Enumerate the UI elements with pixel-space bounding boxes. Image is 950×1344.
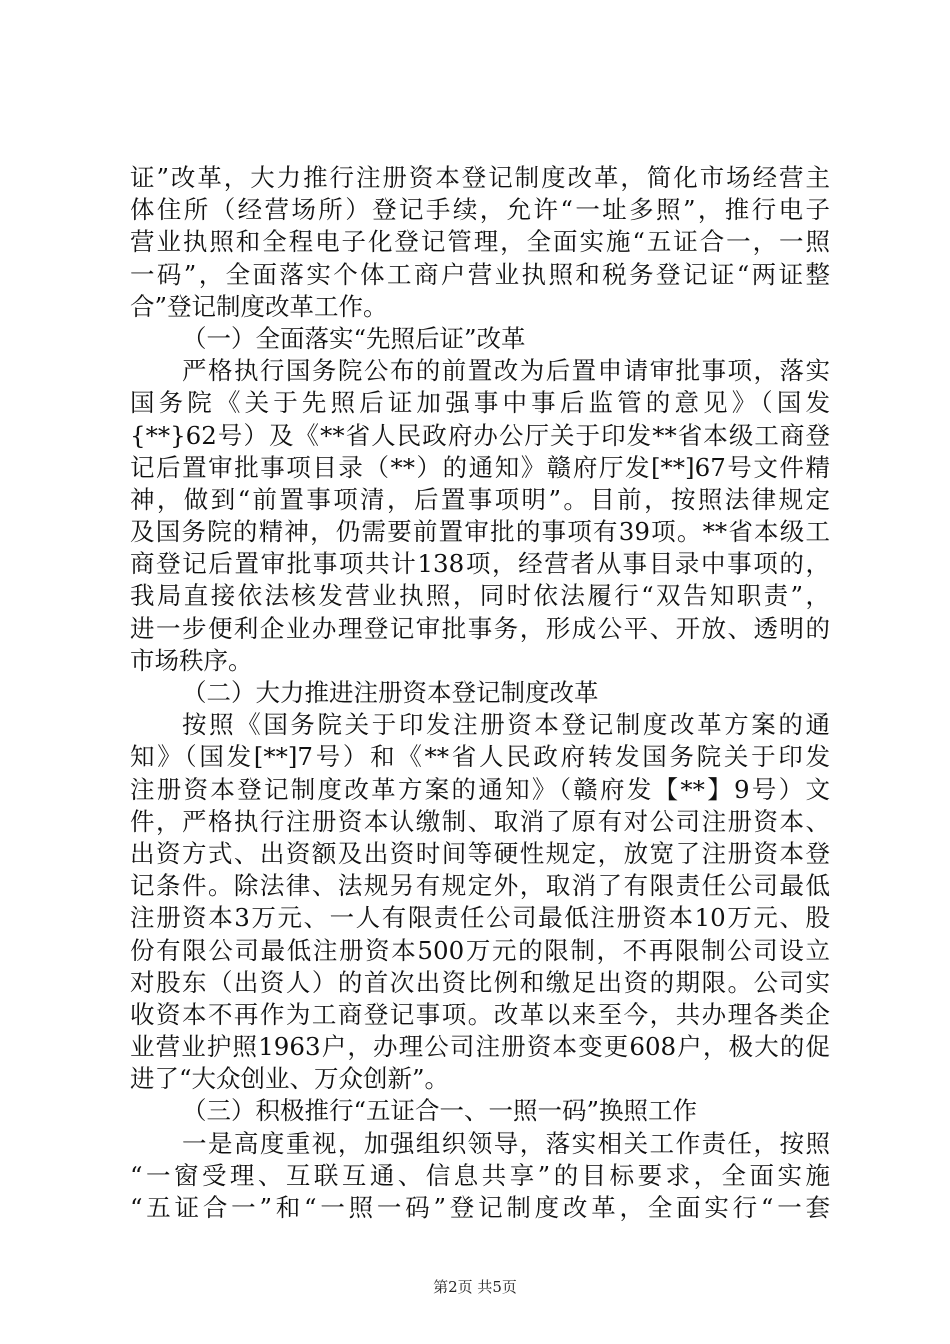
text-line: 收资本不再作为工商登记事项。改革以来至今，共办理各类企 — [130, 999, 830, 1029]
text-line: 记条件。除法律、法规另有规定外，取消了有限责任公司最低 — [130, 871, 830, 901]
page-footer: 第2页 共5页 — [433, 1278, 517, 1296]
text-line: 业营业护照1963户，办理公司注册资本变更608户，极大的促 — [130, 1032, 830, 1062]
text-line: 国务院《关于先照后证加强事中事后监管的意见》（国发 — [130, 388, 830, 418]
document-body — [130, 162, 830, 1224]
text-line: 证”改革，大力推行注册资本登记制度改革，简化市场经营主 — [130, 163, 830, 192]
text-line: 份有限公司最低注册资本500万元的限制，不再限制公司设立 — [130, 935, 830, 965]
text-line: 按照《国务院关于印发注册资本登记制度改革方案的通 — [182, 710, 830, 740]
text-line: 进一步便利企业办理登记审批事务，形成公平、开放、透明的 — [130, 613, 830, 643]
text-line: {**}62号）及《**省人民政府办公厅关于印发**省本级工商登 — [130, 420, 830, 450]
text-line: 一码”，全面落实个体工商户营业执照和税务登记证“两证整 — [130, 259, 830, 289]
text-line: 注册资本登记制度改革方案的通知》（赣府发【**】9号）文 — [130, 774, 830, 804]
text-line: 市场秩序。 — [130, 645, 253, 675]
text-line: “一窗受理、互联互通、信息共享”的目标要求，全面实施 — [130, 1160, 830, 1190]
text-line: 营业执照和全程电子化登记管理，全面实施“五证合一，一照 — [130, 227, 830, 257]
text-line: 知》（国发[**]7号）和《**省人民政府转发国务院关于印发 — [130, 742, 830, 772]
text-line: 严格执行国务院公布的前置改为后置申请审批事项，落实 — [182, 356, 830, 386]
text-line: 神，做到“前置事项清，后置事项明”。目前，按照法律规定 — [130, 484, 830, 514]
text-line: 进了“大众创业、万众创新”。 — [130, 1064, 450, 1094]
text-line: 商登记后置审批事项共计138项，经营者从事目录中事项的， — [130, 549, 830, 579]
text-line: 体住所（经营场所）登记手续，允许“一址多照”，推行电子 — [130, 195, 830, 225]
text-line: 合”登记制度改革工作。 — [130, 291, 388, 321]
text-line: 注册资本3万元、一人有限责任公司最低注册资本10万元、股 — [130, 903, 830, 933]
text-line: 对股东（出资人）的首次出资比例和缴足出资的期限。公司实 — [130, 967, 830, 997]
section-heading: （三）积极推行“五证合一、一照一码”换照工作 — [182, 1096, 698, 1126]
text-line: 一是高度重视，加强组织领导，落实相关工作责任，按照 — [182, 1128, 830, 1158]
text-line: 我局直接依法核发营业执照，同时依法履行“双告知职责”， — [130, 581, 830, 611]
text-line: “五证合一”和“一照一码”登记制度改革，全面实行“一套 — [130, 1193, 830, 1222]
text-line: 记后置审批事项目录（**）的通知》赣府厅发[**]67号文件精 — [130, 452, 830, 482]
text-line: 及国务院的精神，仍需要前置审批的事项有39项。**省本级工 — [130, 517, 830, 547]
text-line: 出资方式、出资额及出资时间等硬性规定，放宽了注册资本登 — [130, 838, 830, 868]
section-heading: （一）全面落实“先照后证”改革 — [182, 323, 526, 353]
text-line: 件，严格执行注册资本认缴制、取消了原有对公司注册资本、 — [130, 806, 830, 836]
section-heading: （二）大力推进注册资本登记制度改革 — [182, 678, 599, 707]
